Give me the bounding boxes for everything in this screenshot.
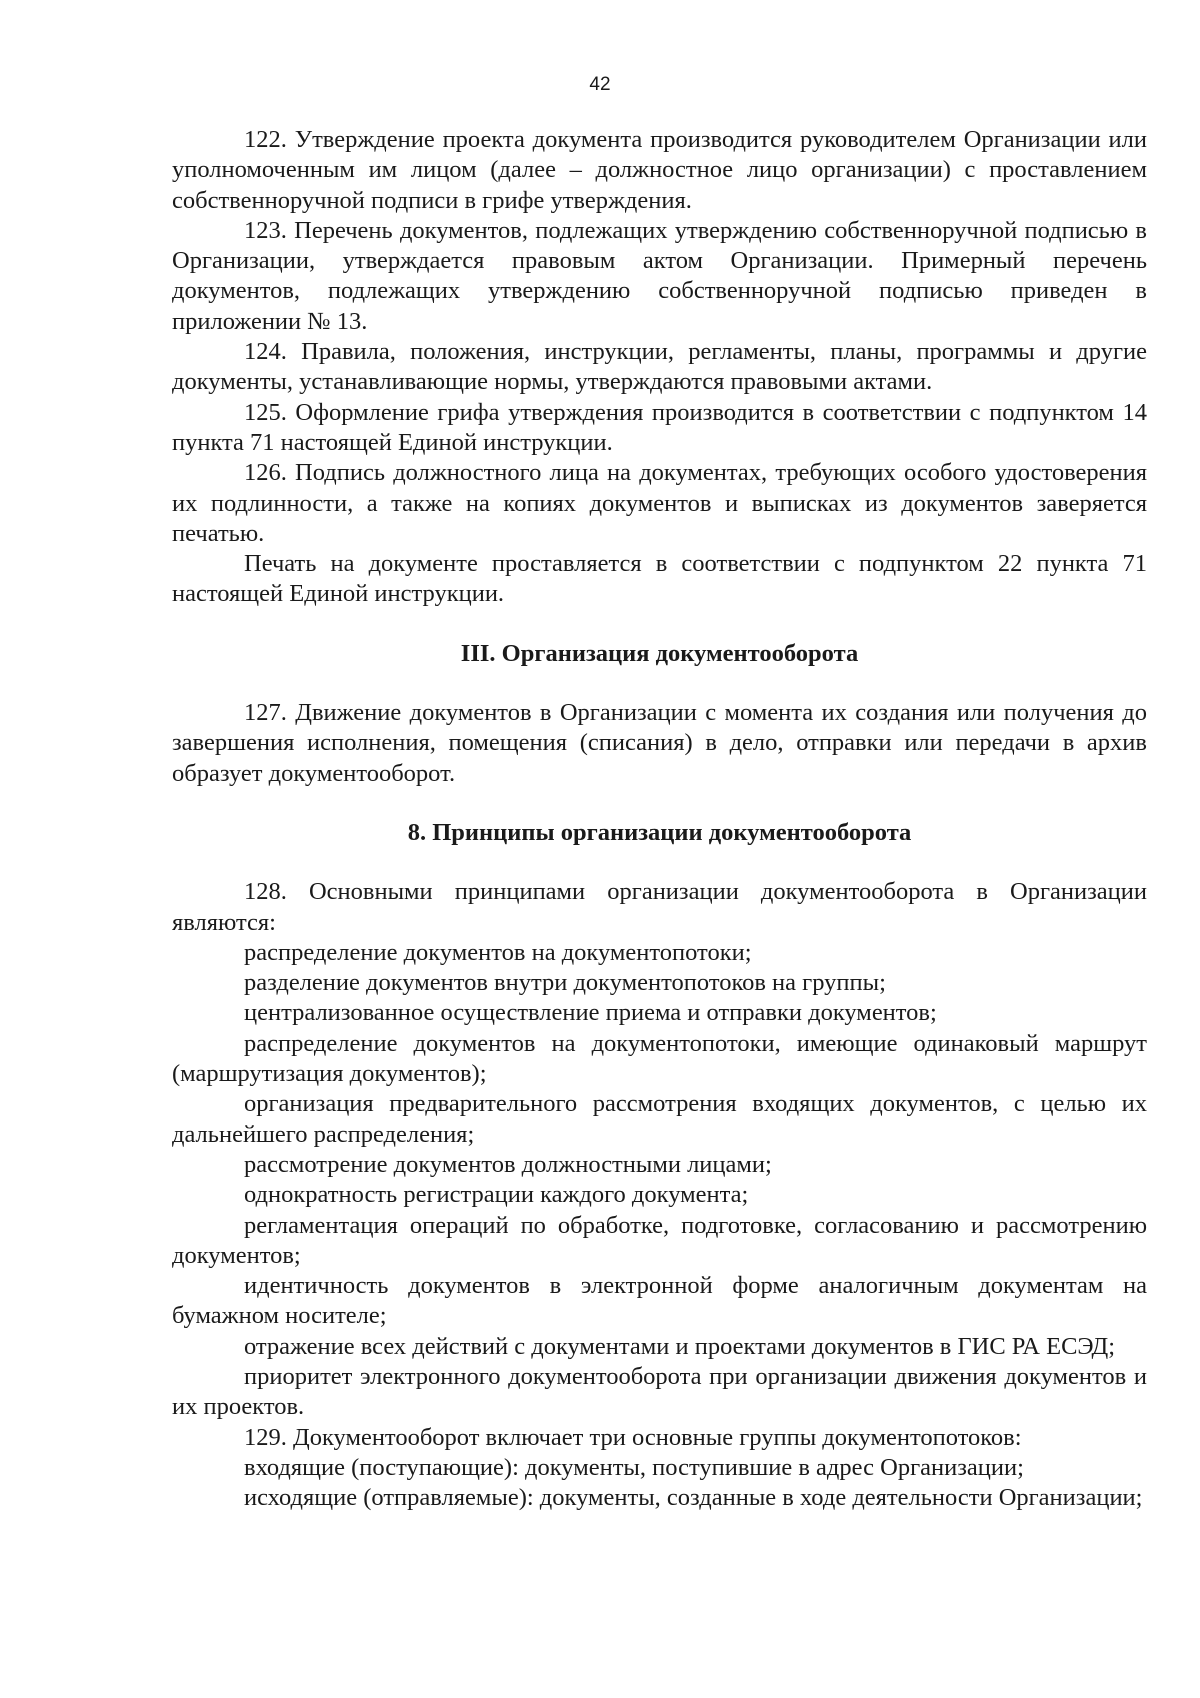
paragraph-127: 127. Движение документов в Организации с момента их создания или получения до завершения исполнения, помещения (списания) в дело, отправки или передачи в архив образует документооборот. [172, 699, 1147, 787]
list-item: однократность регистрации каждого документа; [244, 1181, 749, 1209]
paragraph-124: 124. Правила, положения, инструкции, регламенты, планы, программы и другие документы, устанавливающие нормы, утверждаются правовыми актами. [172, 338, 1147, 396]
paragraph-129: 129. Документооборот включает три основные группы документопотоков: [244, 1423, 1022, 1451]
page-number: 42 [589, 74, 611, 95]
list-item: отражение всех действий с документами и проектами документов в ГИС РА ЕСЭД; [244, 1332, 1116, 1360]
list-item: разделение документов внутри документопотоков на группы; [244, 969, 886, 997]
list-item: приоритет электронного документооборота при организации движения документов и их проектов. [172, 1362, 1147, 1421]
list-item: регламентация операций по обработке, подготовке, согласованию и рассмотрению документов; [172, 1211, 1147, 1269]
list-item: входящие (поступающие): документы, поступившие в адрес Организации; [244, 1453, 1024, 1481]
list-item: централизованное осуществление приема и отправки документов; [244, 999, 937, 1027]
subsection-heading-8: 8. Принципы организации документооборота [407, 818, 912, 846]
list-item: исходящие (отправляемые): документы, созданные в ходе деятельности Организации; [244, 1484, 1143, 1512]
document-body [172, 125, 1147, 1513]
paragraph-126: 126. Подпись должностного лица на документах, требующих особого удостоверения их подлинности, а также на копиях документов и выписках из документов заверяется печатью. [172, 459, 1147, 547]
list-item: идентичность документов в электронной форме аналогичным документам на бумажном носителе; [172, 1272, 1147, 1330]
list-item: распределение документов на документопотоки; [244, 938, 752, 966]
paragraph-125: 125. Оформление грифа утверждения производится в соответствии с подпунктом 14 пункта 71 настоящей Единой инструкции. [172, 398, 1147, 456]
paragraph-123: 123. Перечень документов, подлежащих утверждению собственноручной подписью в Организации, утверждается правовым актом Организации. Примерный перечень документов, подлежащих утверждению собственноручной подписью приведен в приложении № 13. [172, 216, 1147, 335]
paragraph-seal: Печать на документе проставляется в соответствии с подпунктом 22 пункта 71 настоящей Единой инструкции. [172, 550, 1147, 608]
paragraph-128: 128. Основными принципами организации документооборота в Организации являются: [172, 878, 1147, 936]
list-item: распределение документов на документопотоки, имеющие одинаковый маршрут (маршрутизация документов); [172, 1029, 1147, 1088]
section-heading-iii: III. Организация документооборота [460, 639, 859, 667]
list-item: организация предварительного рассмотрения входящих документов, с целью их дальнейшего распределения; [172, 1090, 1147, 1148]
paragraph-122: 122. Утверждение проекта документа производится руководителем Организации или уполномоченным им лицом (далее – должностное лицо организации) с проставлением собственноручной подписи в грифе утверждения. [172, 126, 1147, 214]
list-item: рассмотрение документов должностными лицами; [244, 1150, 772, 1178]
